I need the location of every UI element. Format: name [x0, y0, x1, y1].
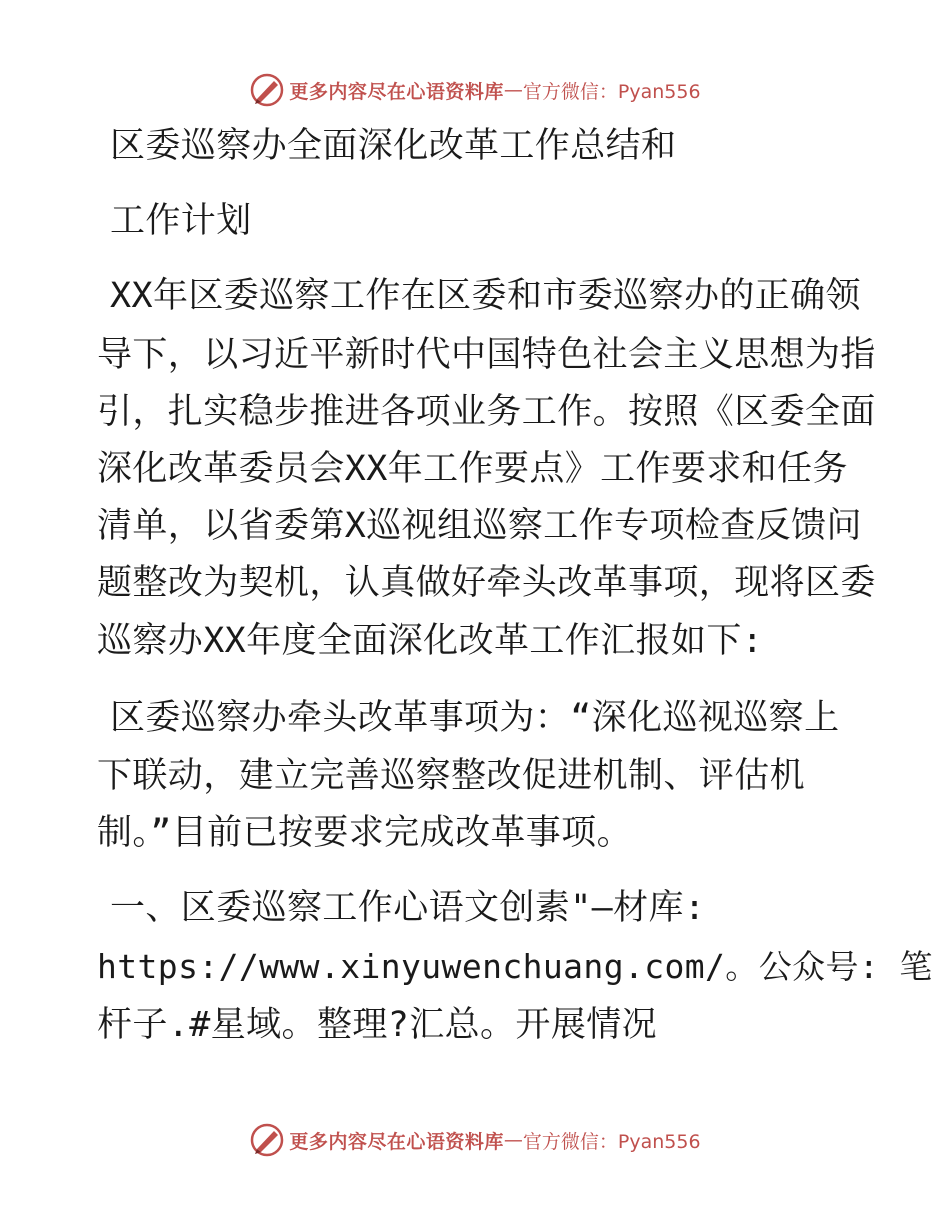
para1-line-5: 清单，以省委第X巡视组巡察工作专项检查反馈问: [97, 506, 862, 546]
para1-line-2: 导下，以习近平新时代中国特色社会主义思想为指: [97, 335, 876, 375]
para2-line-2: 下联动，建立完善巡察整改促进机制、评估机: [97, 756, 806, 796]
banner-wechat: 官方微信：Pyan556: [522, 80, 701, 103]
para1-line-3: 引，扎实稳步推进各项业务工作。按照《区委全面: [97, 392, 876, 432]
header-banner: [0, 68, 950, 112]
para2-line-3: 制。”目前已按要求完成改革事项。: [97, 813, 632, 853]
title-line-2: 工作计划: [110, 201, 252, 241]
banner-text: 更多内容尽在心语资料库: [289, 80, 504, 103]
para3-line-3: 杆子.#星域。整理?汇总。开展情况: [97, 1005, 658, 1045]
para3-line-1: 一、区委巡察工作心语文创素"—材库:: [110, 888, 706, 928]
banner-dash: —: [503, 1129, 523, 1151]
pen-logo-icon: [249, 1122, 285, 1158]
para1-line-6: 题整改为契机，认真做好牵头改革事项，现将区委: [97, 563, 876, 603]
para2-line-1: 区委巡察办牵头改革事项为：“深化巡视巡察上: [110, 698, 840, 738]
title-line-1: 区委巡察办全面深化改革工作总结和: [110, 126, 677, 166]
banner-wechat: 官方微信：Pyan556: [522, 1130, 701, 1153]
para3-line-2: https://www.xinyuwenchuang.com/。公众号: 笔: [97, 947, 933, 986]
footer-banner: [0, 1118, 950, 1162]
para1-line-7: 巡察办XX年度全面深化改革工作汇报如下:: [97, 621, 764, 661]
banner-text: 更多内容尽在心语资料库: [289, 1130, 504, 1153]
para1-line-1: XX年区委巡察工作在区委和市委巡察办的正确领: [110, 276, 861, 316]
pen-logo-icon: [249, 72, 285, 108]
banner-dash: —: [503, 79, 523, 101]
para1-line-4: 深化改革委员会XX年工作要点》工作要求和任务: [97, 449, 848, 489]
